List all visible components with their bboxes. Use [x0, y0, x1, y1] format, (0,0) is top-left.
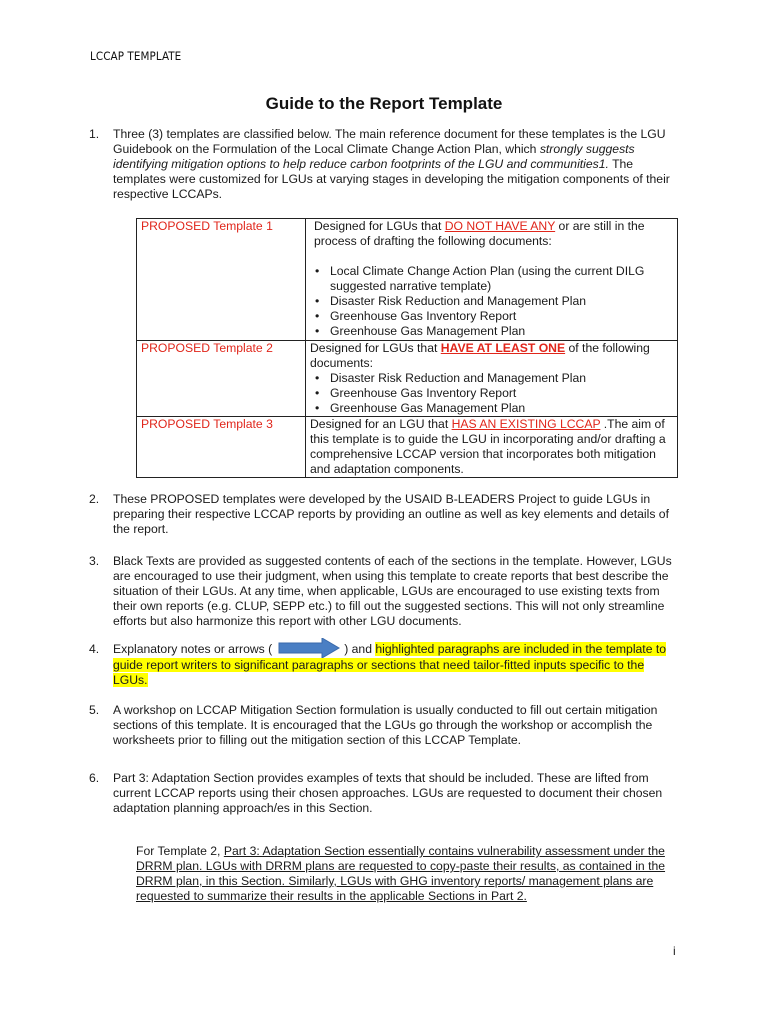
list-number: 3. — [89, 554, 100, 568]
table-cell-description — [306, 341, 678, 417]
bullet-list — [310, 264, 673, 339]
text-span: Designed for an LGU that — [310, 417, 452, 431]
text-span: of the following documents: — [310, 341, 650, 370]
bullet-item: • Greenhouse Gas Inventory Report — [330, 386, 673, 401]
table-cell-label — [137, 417, 306, 478]
emphasis-text: HAS AN EXISTING LCCAP — [451, 417, 601, 431]
bullet-item: • Disaster Risk Reduction and Management Plan — [330, 371, 673, 386]
description-text — [310, 219, 673, 249]
table-row — [137, 219, 678, 341]
spacer — [310, 249, 673, 264]
description-text — [310, 341, 673, 371]
list-number: 1. — [89, 127, 100, 141]
bullet-item: • Local Climate Change Action Plan (using the current DILG suggested narrative template) — [330, 264, 673, 294]
emphasis-text: HAVE AT LEAST ONE — [440, 341, 566, 355]
table-row — [137, 341, 678, 417]
page-number: i — [673, 944, 676, 958]
bullet-list — [310, 371, 673, 416]
emphasis-text: DO NOT HAVE ANY — [444, 219, 556, 233]
list-item-5 — [89, 703, 679, 748]
list-item-text: A workshop on LCCAP Mitigation Section formulation is usually conducted to fill out certain mitigation sections of this template. It is encouraged that the LGUs go through the workshop or accomplish the worksheets prior to filling out the mitigation section of this LCCAP Template. — [113, 703, 658, 747]
text-span: The templates were customized for LGUs at varying stages in developing the mitigation components of their respective LCCAPs. — [113, 157, 670, 201]
text-span: Three (3) templates are classified below. The main reference document for these templates is the LGU Guidebook on the Formulation of the Local Climate Change Action Plan, which — [113, 127, 666, 156]
bullet-item: • Greenhouse Gas Management Plan — [330, 324, 673, 339]
table-row — [137, 417, 678, 478]
text-span: or are still in the process of drafting the following documents: — [314, 219, 645, 248]
list-number: 4. — [89, 642, 100, 656]
description-text — [310, 417, 673, 477]
list-item-text — [113, 642, 679, 688]
list-item-4 — [89, 642, 679, 688]
italic-text: strongly suggests identifying mitigation options to help reduce carbon footprints of the LGU and communities1. — [113, 142, 635, 171]
list-item-text: Part 3: Adaptation Section provides examples of texts that should be included. These are lifted from current LCCAP reports using their chosen approaches. LGUs are requested to document their chosen adaptation planning approach/es in this Section. — [113, 771, 663, 815]
list-number: 6. — [89, 771, 100, 785]
template-label: PROPOSED Template 3 — [141, 417, 273, 431]
list-item-6 — [89, 771, 679, 816]
list-item-1 — [89, 127, 679, 202]
table-cell-label — [137, 219, 306, 341]
highlighted-text: highlighted paragraphs are included in the template to guide report writers to significant paragraphs or sections that need tailor-fitted inputs specific to the LGUs. — [113, 642, 667, 687]
table-cell-description — [306, 417, 678, 478]
template-label: PROPOSED Template 1 — [141, 219, 273, 233]
list-item-3 — [89, 554, 679, 629]
text-span: Explanatory notes or arrows ( — [113, 642, 273, 657]
text-span: Designed for LGUs that — [314, 219, 445, 233]
table-cell-label — [137, 341, 306, 417]
text-span: ) and — [344, 642, 376, 657]
text-span: .The aim of this template is to guide the LGU in incorporating and/or drafting a comprehensive LCCAP version that incorporates both mitigation and adaptation components. — [310, 417, 666, 476]
page-header: LCCAP TEMPLATE — [90, 49, 182, 63]
template-label: PROPOSED Template 2 — [141, 341, 273, 355]
list-item-text: These PROPOSED templates were developed by the USAID B-LEADERS Project to guide LGUs in preparing their respective LCCAP reports by providing an outline as well as key elements and details of the report. — [113, 492, 669, 536]
text-span: Designed for LGUs that — [310, 341, 441, 355]
bullet-item: • Greenhouse Gas Inventory Report — [330, 309, 673, 324]
list-number: 5. — [89, 703, 100, 717]
list-item-2 — [89, 492, 679, 537]
list-item-text: Black Texts are provided as suggested contents of each of the sections in the template. However, LGUs are encouraged to use their judgment, when using this template to create reports that best describe the situation of their LGUs. At any time, when applicable, LGUs are encouraged to use existing texts from their own reports (e.g. CLUP, SEPP etc.) to fill out the suggested sections. This will not only streamline efforts but also harmonize this report with other LGU documents. — [113, 554, 672, 628]
bullet-item: • Disaster Risk Reduction and Management Plan — [330, 294, 673, 309]
right-arrow-icon — [278, 638, 340, 658]
page-title: Guide to the Report Template — [265, 94, 503, 113]
list-number: 2. — [89, 492, 100, 506]
underlined-text: Part 3: Adaptation Section essentially contains vulnerability assessment under the DRRM plan. LGUs with DRRM plans are requested to copy-paste their results, as contained in the DRRM plan, in this Section. Similarly, LGUs with GHG inventory reports/ management plans are requested to summarize their results in the applicable Sections in Part 2. — [136, 844, 666, 903]
list-item-text — [113, 127, 679, 202]
text-span: For Template 2, — [136, 844, 224, 858]
templates-table — [136, 218, 678, 478]
template-2-note — [136, 844, 680, 904]
bullet-item: • Greenhouse Gas Management Plan — [330, 401, 673, 416]
table-cell-description — [306, 219, 678, 341]
